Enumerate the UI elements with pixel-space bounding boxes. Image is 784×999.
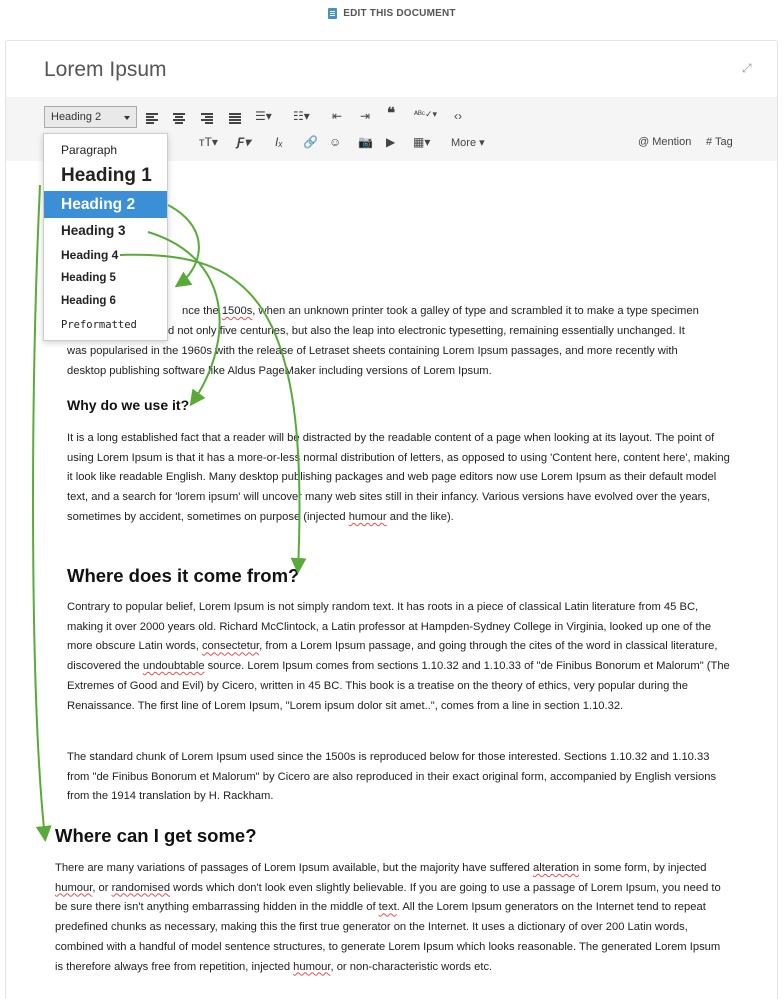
heading-why: Why do we use it? xyxy=(67,397,190,413)
numbered-list-icon[interactable]: ☷▾ xyxy=(293,109,310,123)
video-icon[interactable]: ▶ xyxy=(386,135,396,149)
expand-icon[interactable]: ⤢ xyxy=(742,61,752,75)
dropdown-item-paragraph[interactable]: Paragraph xyxy=(61,143,118,157)
bullet-list-icon[interactable]: ☰▾ xyxy=(255,109,272,123)
dropdown-item-heading-3[interactable]: Heading 3 xyxy=(61,223,126,238)
more-label: More xyxy=(451,137,477,149)
paragraph-4: The standard chunk of Lorem Ipsum used since the 1500s is reproduced below for those interested. Sections 1.10.32 and 1.10.33 from "de Finibus Bonorum et Malorum" by Cicero are also reproduced in their exact original form, accompanied by English versions from the 1914 translation by H. Rackham. xyxy=(67,751,717,803)
paragraph-1-line-1: nce the 1500s, when an unknown printer took a galley of type and scrambled it to make a type specimen xyxy=(182,305,699,317)
dropdown-item-heading-4[interactable]: Heading 4 xyxy=(61,248,119,262)
paragraph-format-dropdown xyxy=(43,133,168,341)
quote-icon[interactable]: ❝ xyxy=(387,105,396,122)
edit-document-label: EDIT THIS DOCUMENT xyxy=(343,7,456,19)
outdent-icon[interactable]: ⇤ xyxy=(332,109,343,123)
paragraph-5: There are many variations of passages of Lorem Ipsum available, but the majority have suffered alteration in some form, by injected humour, or randomised words which don't look even slightly believable. If you are going to use a passage of Lorem Ipsum, you need to be sure there isn't anything embarrassing hidden in the middle of text. All the Lorem Ipsum generators on the Internet tend to repeat predefined chunks as necessary, making this the first true generator on the Internet. It uses a dictionary of over 200 Latin words, combined with a handful of model sentence structures, to generate Lorem Ipsum which looks reasonable. The generated Lorem Ipsum is therefore always free from repetition, injected humour, or non-characteristic words etc. xyxy=(55,862,721,973)
paragraph-1-line-3: was popularised in the 1960s with the release of Letraset sheets containing Lorem Ipsum passages, and more recently with xyxy=(67,345,678,357)
dropdown-item-heading-2[interactable]: Heading 2 xyxy=(44,191,167,218)
clear-format-icon[interactable]: Iₓ xyxy=(275,135,283,149)
edit-document-link[interactable] xyxy=(0,0,784,26)
link-icon[interactable]: 🔗 xyxy=(303,135,318,149)
align-left-icon[interactable] xyxy=(146,113,158,123)
chevron-down-icon xyxy=(124,116,130,120)
document-icon xyxy=(328,8,337,19)
emoji-icon[interactable]: ☺ xyxy=(329,135,342,149)
heading-get-some: Where can I get some? xyxy=(55,825,257,846)
text-size-icon[interactable]: ᴛT▾ xyxy=(199,135,218,149)
align-center-icon[interactable] xyxy=(173,113,185,123)
paragraph-2: It is a long established fact that a reader will be distracted by the readable content of a page when looking at its layout. The point of using Lorem Ipsum is that it has a more-or-less normal distribution of letters, as opposed to using 'Content here, content here', making it look like readable English. Many desktop publishing packages and web page editors now use Lorem Ipsum as their default model text, and a search for 'lorem ipsum' will uncover many web sites still in their infancy. Various versions have evolved over the years, sometimes by accident, sometimes on purpose (injected humour and the like). xyxy=(67,432,730,523)
justify-icon[interactable] xyxy=(229,113,241,123)
dropdown-item-heading-5[interactable]: Heading 5 xyxy=(61,272,116,284)
indent-icon[interactable]: ⇥ xyxy=(360,109,371,123)
more-button[interactable]: More ▾ xyxy=(451,137,485,149)
spellcheck-icon[interactable]: ᴬᴮᶜ✓▾ xyxy=(414,109,438,119)
paragraph-1-line-4: desktop publishing software like Aldus PageMaker including versions of Lorem Ipsum. xyxy=(67,365,492,377)
paragraph-format-select[interactable] xyxy=(44,106,137,128)
dropdown-item-heading-6[interactable]: Heading 6 xyxy=(61,295,116,307)
align-right-icon[interactable] xyxy=(201,113,213,123)
paragraph-3: Contrary to popular belief, Lorem Ipsum is not simply random text. It has roots in a piece of classical Latin literature from 45 BC, making it over 2000 years old. Richard McClintock, a Latin professor at Hampden-Sydney College in Virginia, looked up one of the more obscure Latin words, consectetur, from a Lorem Ipsum passage, and going through the cites of the word in classical literature, discovered the undoubtable source. Lorem Ipsum comes from sections 1.10.32 and 1.10.33 of "de Finibus Bonorum et Malorum" (The Extremes of Good and Evil) by Cicero, written in 45 BC. This book is a treatise on the theory of ethics, very popular during the Renaissance. The first line of Lorem Ipsum, "Lorem ipsum dolor sit amet..", comes from a line in section 1.10.32. xyxy=(67,601,730,712)
dropdown-item-preformatted[interactable]: Preformatted xyxy=(61,319,137,331)
code-icon[interactable]: ‹› xyxy=(454,109,462,123)
tag-button[interactable]: # Tag xyxy=(706,136,733,148)
document-title: Lorem Ipsum xyxy=(44,58,167,81)
mention-button[interactable]: @ Mention xyxy=(638,136,692,148)
paragraph-format-value: Heading 2 xyxy=(51,111,102,123)
paragraph-1-line-2: d not only five centuries, but also the leap into electronic typesetting, remaining essentially unchanged. It xyxy=(168,325,685,337)
table-icon[interactable]: ▦▾ xyxy=(413,135,431,149)
dropdown-item-heading-1[interactable]: Heading 1 xyxy=(61,165,152,186)
camera-icon[interactable]: 📷 xyxy=(358,135,373,149)
font-icon[interactable]: Ƒ▾ xyxy=(237,135,251,149)
heading-where: Where does it come from? xyxy=(67,565,300,586)
